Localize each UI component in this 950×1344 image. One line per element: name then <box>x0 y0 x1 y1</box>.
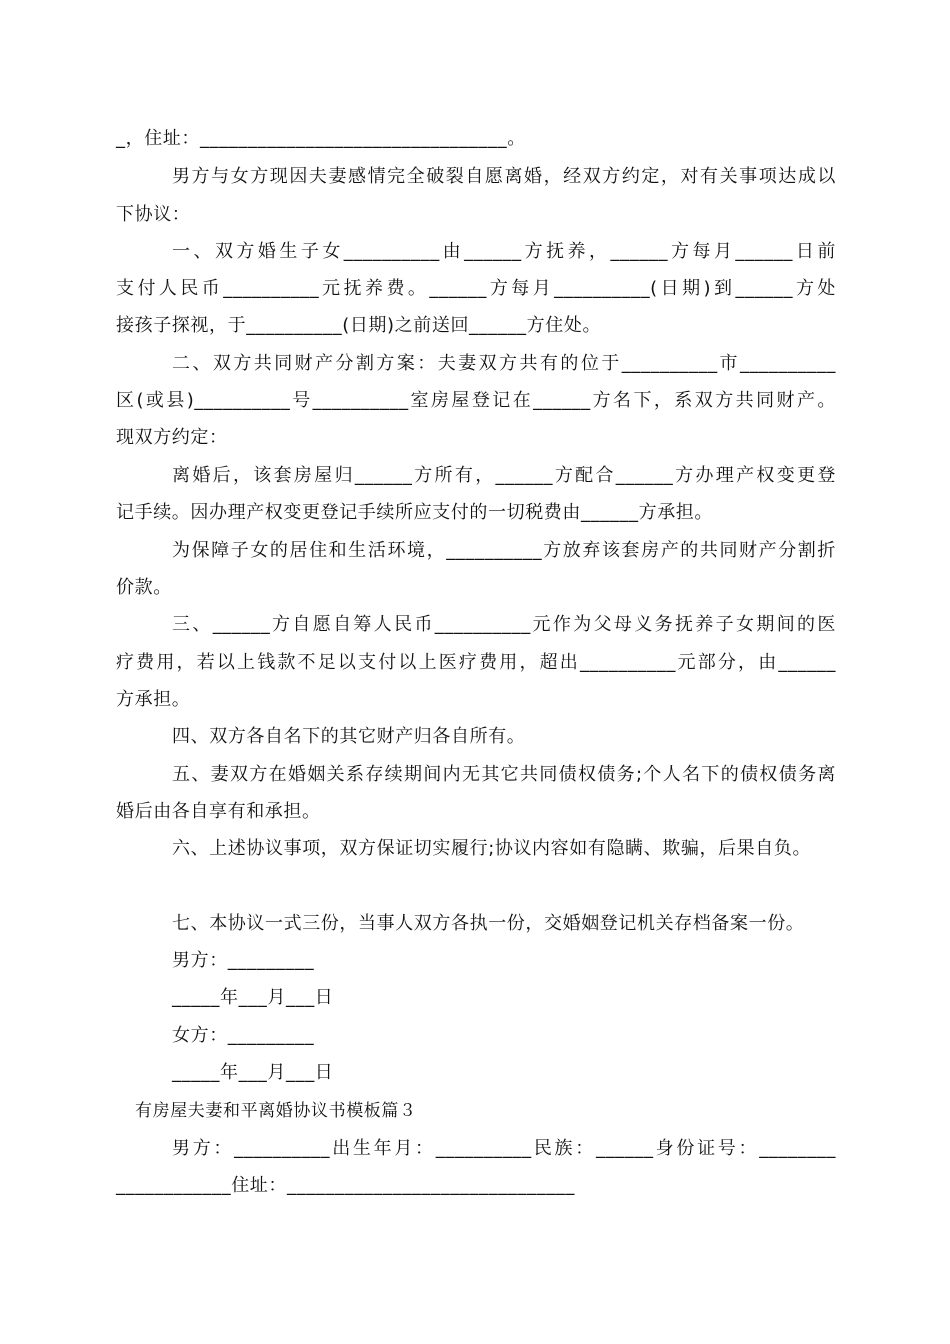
clause-3-line-3: 方承担。 <box>116 689 191 710</box>
section-title: 有房屋夫妻和平离婚协议书模板篇３ <box>135 1101 417 1121</box>
clause-4: 四、双方各自名下的其它财产归各自所有。 <box>172 726 526 747</box>
male-info-line-1: 男方：__________出生年月：__________民族：______身份证号：________ <box>172 1138 836 1159</box>
address-line: _，住址：________________________________。 <box>116 128 526 149</box>
intro-paragraph-line-1: 男方与女方现因夫妻感情完全破裂自愿离婚，经双方约定，对有关事项达成以 <box>172 166 836 187</box>
clause-3-line-2: 疗费用，若以上钱款不足以支付以上医疗费用，超出__________元部分，由______ <box>116 652 836 673</box>
clause-5-line-2: 婚后由各自享有和承担。 <box>116 801 321 822</box>
clause-1-line-2: 支付人民币__________元抚养费。______方每月__________(日期)到______方处 <box>116 278 836 299</box>
clause-1-line-1: 一、双方婚生子女__________由______方抚养，______方每月______日前 <box>172 241 836 262</box>
clause-5-line-1: 五、妻双方在婚姻关系存续期间内无其它共同债权债务;个人名下的债权债务离 <box>172 764 836 785</box>
male-signature: 男方：_________ <box>172 950 315 971</box>
clause-6: 六、上述协议事项，双方保证切实履行;协议内容如有隐瞒、欺骗，后果自负。 <box>172 838 812 859</box>
children-paragraph-line-2: 价款。 <box>116 577 172 598</box>
clause-2-line-3: 现双方约定： <box>116 427 228 448</box>
clause-1-line-3: 接孩子探视，于__________(日期)之前送回______方住处。 <box>116 315 602 336</box>
house-paragraph-line-2: 记手续。因办理产权变更登记手续所应支付的一切税费由______方承担。 <box>116 502 713 523</box>
clause-2-line-1: 二、双方共同财产分割方案：夫妻双方共有的位于__________市__________ <box>172 353 836 374</box>
female-date: _____年___月___日 <box>172 1062 334 1083</box>
male-date: _____年___月___日 <box>172 987 334 1008</box>
intro-paragraph-line-2: 下协议： <box>116 204 191 225</box>
male-info-line-2: ____________住址：______________________________ <box>116 1175 575 1196</box>
house-paragraph-line-1: 离婚后，该套房屋归______方所有，______方配合______方办理产权变更登 <box>172 465 836 486</box>
clause-3-line-1: 三、______方自愿自筹人民币__________元作为父母义务抚养子女期间的医 <box>172 614 836 635</box>
female-signature: 女方：_________ <box>172 1025 315 1046</box>
clause-7: 七、本协议一式三份，当事人双方各执一份，交婚姻登记机关存档备案一份。 <box>172 913 805 934</box>
children-paragraph-line-1: 为保障子女的居住和生活环境，__________方放弃该套房产的共同财产分割折 <box>172 540 836 561</box>
clause-2-line-2: 区(或县)__________号__________室房屋登记在______方名下，系双方共同财产。 <box>116 390 836 411</box>
